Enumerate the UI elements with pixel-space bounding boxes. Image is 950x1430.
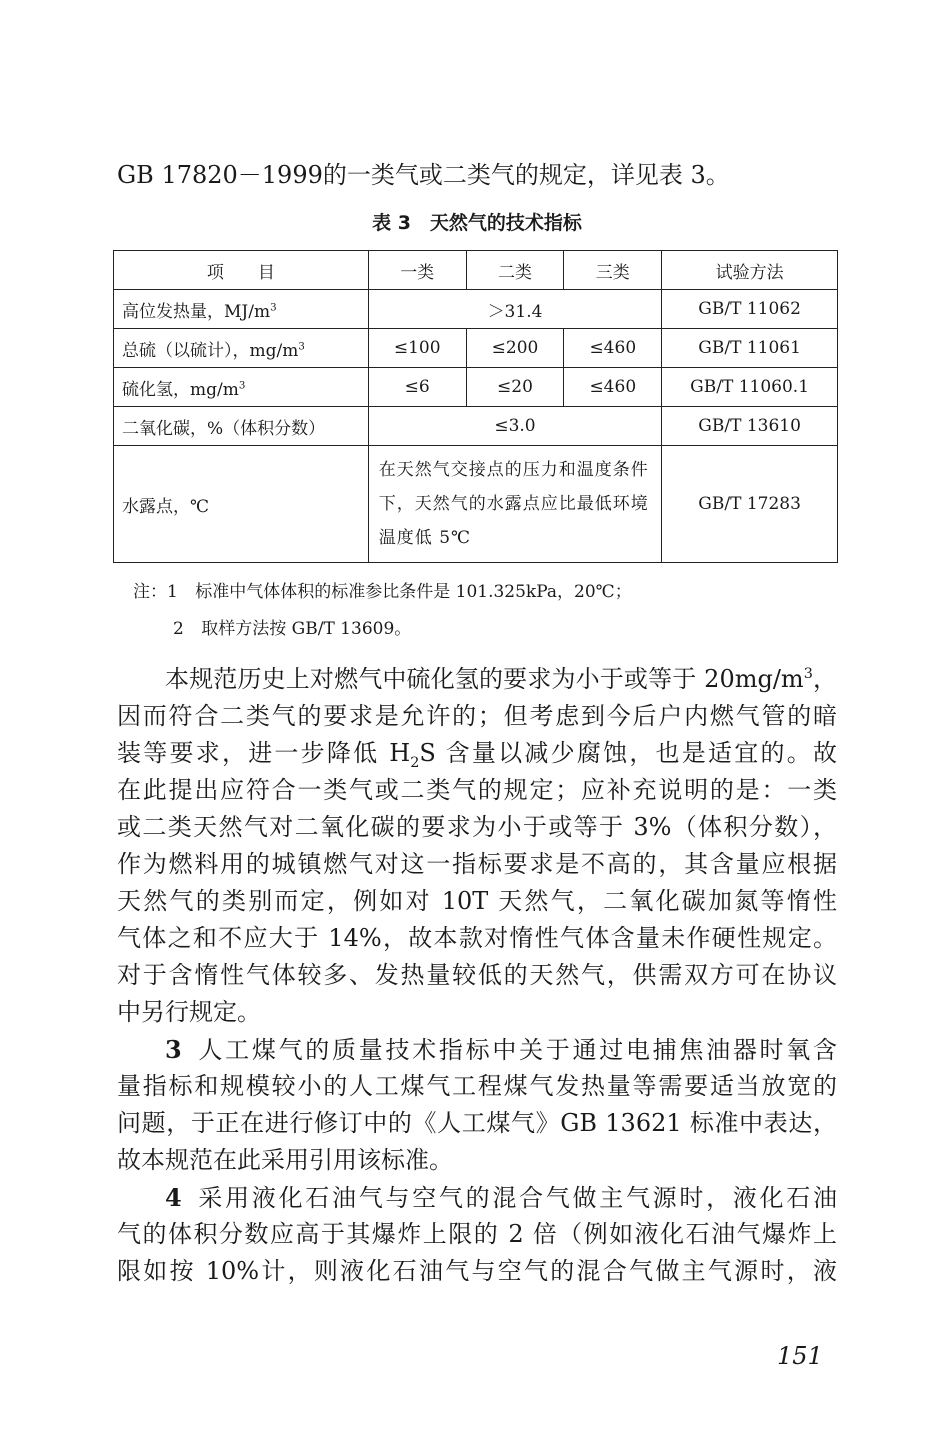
row-item: 水露点，℃ bbox=[114, 446, 369, 563]
row-method: GB/T 11060.1 bbox=[662, 368, 838, 407]
note-text-1: 标准中气体体积的标准参比条件是 101.325kPa，20℃； bbox=[195, 582, 632, 602]
clause-number: 3 bbox=[165, 1035, 182, 1064]
header-class3: 三类 bbox=[564, 251, 662, 290]
row-item: 二氧化碳，%（体积分数） bbox=[114, 407, 369, 446]
header-class2: 二类 bbox=[466, 251, 564, 290]
page-number: 151 bbox=[777, 1342, 823, 1370]
paragraph-line: 天然气的类别而定，例如对 10T 天然气，二氧化碳加氮等惰性 bbox=[117, 887, 837, 915]
header-item: 项 目 bbox=[114, 251, 369, 290]
header-class1: 一类 bbox=[368, 251, 466, 290]
spec-table bbox=[113, 250, 838, 563]
table-row bbox=[114, 329, 838, 368]
paragraph-line: 作为燃料用的城镇燃气对这一指标要求是不高的，其含量应根据 bbox=[117, 850, 837, 878]
table-note-1 bbox=[133, 579, 632, 605]
table-row bbox=[114, 446, 838, 563]
intro-line: GB 17820－1999的一类气或二类气的规定，详见表 3。 bbox=[117, 161, 730, 189]
row-class3: ≤460 bbox=[564, 368, 662, 407]
row-class2: ≤200 bbox=[466, 329, 564, 368]
table-header-row bbox=[114, 251, 838, 290]
row-method: GB/T 13610 bbox=[662, 407, 838, 446]
table-row bbox=[114, 368, 838, 407]
paragraph-line: 4 采用液化石油气与空气的混合气做主气源时，液化石油 bbox=[165, 1183, 837, 1212]
paragraph-line: 故本规范在此采用引用该标准。 bbox=[117, 1146, 453, 1174]
row-method: GB/T 11062 bbox=[662, 290, 838, 329]
table-note-2 bbox=[173, 616, 411, 642]
row-method: GB/T 17283 bbox=[662, 446, 838, 563]
paragraph-line: 因而符合二类气的要求是允许的；但考虑到今后户内燃气管的暗 bbox=[117, 702, 837, 730]
paragraph-line: 本规范历史上对燃气中硫化氢的要求为小于或等于 $20mg/m^3$， bbox=[165, 665, 837, 693]
row-class1: ≤6 bbox=[368, 368, 466, 407]
row-class1: ≤100 bbox=[368, 329, 466, 368]
row-class2: ≤20 bbox=[466, 368, 564, 407]
row-merged-value: ＞31.4 bbox=[368, 290, 661, 329]
paragraph-line: 问题，于正在进行修订中的《人工煤气》GB 13621 标准中表达， bbox=[117, 1109, 837, 1137]
paragraph-line: 在此提出应符合一类气或二类气的规定；应补充说明的是：一类 bbox=[117, 776, 837, 804]
paragraph-line: 中另行规定。 bbox=[117, 998, 261, 1026]
header-method: 试验方法 bbox=[662, 251, 838, 290]
row-merged-value: ≤3.0 bbox=[368, 407, 661, 446]
row-merged-value: 在天然气交接点的压力和温度条件下，天然气的水露点应比最低环境温度低 5℃ bbox=[368, 446, 661, 563]
table-row bbox=[114, 290, 838, 329]
paragraph-line: 装等要求，进一步降低 $H_2S$ 含量以减少腐蚀，也是适宜的。故 bbox=[117, 739, 837, 771]
clause-number: 4 bbox=[165, 1183, 182, 1212]
row-item: 高位发热量，$MJ/m^3$ bbox=[114, 290, 369, 329]
paragraph-line: 气的体积分数应高于其爆炸上限的 2 倍（例如液化石油气爆炸上 bbox=[117, 1220, 837, 1248]
row-method: GB/T 11061 bbox=[662, 329, 838, 368]
row-class3: ≤460 bbox=[564, 329, 662, 368]
note-number-2: 2 bbox=[173, 619, 184, 639]
paragraph-line: 限如按 10%计，则液化石油气与空气的混合气做主气源时，液 bbox=[117, 1257, 837, 1285]
paragraph-line: 气体之和不应大于 14%，故本款对惰性气体含量未作硬性规定。 bbox=[117, 924, 837, 952]
note-text-2: 取样方法按 GB/T 13609。 bbox=[201, 619, 412, 639]
paragraph-line: 量指标和规模较小的人工煤气工程煤气发热量等需要适当放宽的 bbox=[117, 1072, 837, 1100]
note-label: 注：1 bbox=[133, 582, 178, 602]
row-item: 硫化氢，$mg/m^3$ bbox=[114, 368, 369, 407]
paragraph-line: 3 人工煤气的质量技术指标中关于通过电捕焦油器时氧含 bbox=[165, 1035, 837, 1064]
row-item: 总硫（以硫计），$mg/m^3$ bbox=[114, 329, 369, 368]
table-row bbox=[114, 407, 838, 446]
paragraph-line: 对于含惰性气体较多、发热量较低的天然气，供需双方可在协议 bbox=[117, 961, 837, 989]
paragraph-line: 或二类天然气对二氧化碳的要求为小于或等于 3%（体积分数）， bbox=[117, 813, 837, 841]
table-caption: 表 3 天然气的技术指标 bbox=[372, 212, 582, 234]
